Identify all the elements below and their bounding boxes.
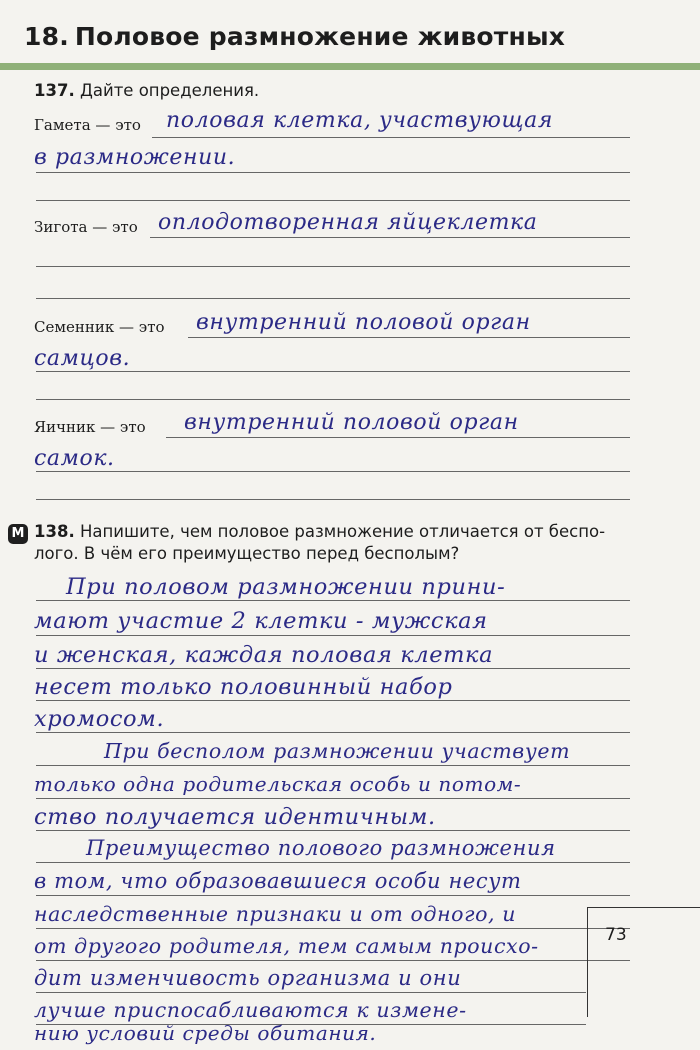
page-number-frame-top	[587, 907, 700, 908]
answer-gamete-line2: в размножении.	[34, 145, 236, 170]
task-138-heading	[34, 521, 605, 565]
task-137-number: 137.	[34, 81, 75, 100]
term-gamete: Гамета — это	[34, 116, 141, 134]
answer-138-line: нию условий среды обитания.	[34, 1021, 377, 1045]
answer-138-line: лучше приспосабливаются к измене-	[34, 998, 467, 1022]
writing-line	[36, 266, 630, 267]
answer-138-line: дит изменчивость организма и они	[34, 966, 462, 990]
task-138-instruction-line1: Напишите, чем половое размножение отличается от беспо-	[79, 522, 606, 541]
answer-138-line: Преимущество полового размножения	[86, 836, 556, 860]
answer-ovary-line1: внутренний половой орган	[184, 410, 519, 435]
answer-138-line: несет только половинный набор	[34, 674, 453, 700]
writing-line	[36, 862, 630, 863]
answer-138-line: наследственные признаки и от одного, и	[34, 902, 517, 926]
writing-line	[36, 992, 586, 993]
writing-line	[166, 437, 630, 438]
answer-zygote-line1: оплодотворенная яйцеклетка	[158, 210, 538, 235]
writing-line	[36, 960, 630, 961]
writing-line	[36, 635, 630, 636]
title-underline	[0, 63, 700, 70]
writing-line	[36, 371, 630, 372]
page-title	[24, 22, 565, 51]
writing-line	[36, 732, 630, 733]
section-title: Половое размножение животных	[74, 22, 566, 51]
writing-line	[36, 928, 630, 929]
page-number-frame-left	[587, 907, 588, 1017]
answer-ovary-line2: самок.	[34, 446, 115, 471]
term-testis: Семенник — это	[34, 318, 165, 336]
writing-line	[36, 172, 630, 173]
writing-line	[36, 200, 630, 201]
task-138-number: 138.	[34, 522, 75, 541]
answer-138-line: При бесполом размножении участвует	[104, 739, 571, 763]
task-137-instruction: Дайте определения.	[79, 81, 260, 100]
answer-138-line: мают участие 2 клетки - мужская	[34, 608, 488, 634]
writing-line	[150, 237, 630, 238]
writing-line	[36, 895, 630, 896]
answer-138-line: ство получается идентичным.	[34, 804, 436, 830]
answer-138-line: только одна родительская особь и потом-	[34, 772, 522, 796]
term-zygote: Зигота — это	[34, 218, 138, 236]
writing-line	[36, 471, 630, 472]
writing-line	[36, 399, 630, 400]
writing-line	[36, 700, 630, 701]
task-137-heading	[34, 80, 259, 102]
writing-line	[36, 830, 630, 831]
term-ovary: Яичник — это	[34, 418, 146, 436]
answer-138-line: и женская, каждая половая клетка	[34, 642, 494, 668]
page-number: 73	[605, 925, 627, 945]
writing-line	[36, 765, 630, 766]
section-number: 18.	[24, 22, 69, 51]
answer-gamete-line1: половая клетка, участвующая	[166, 108, 553, 133]
answer-testis-line1: внутренний половой орган	[196, 310, 531, 335]
writing-line	[36, 499, 630, 500]
task-138-instruction-line2: лого. В чём его преимущество перед бесполым?	[34, 544, 460, 563]
writing-line	[36, 798, 630, 799]
answer-138-line: При половом размножении прини-	[66, 574, 506, 600]
writing-line	[188, 337, 630, 338]
method-badge-icon: М	[8, 524, 28, 544]
answer-testis-line2: самцов.	[34, 346, 131, 371]
answer-138-line: хромосом.	[34, 706, 165, 732]
answer-138-line: от другого родителя, тем самым происхо-	[34, 934, 539, 958]
answer-138-line: в том, что образовавшиеся особи несут	[34, 869, 522, 893]
writing-line	[36, 600, 630, 601]
writing-line	[36, 668, 630, 669]
writing-line	[152, 137, 630, 138]
writing-line	[36, 298, 630, 299]
